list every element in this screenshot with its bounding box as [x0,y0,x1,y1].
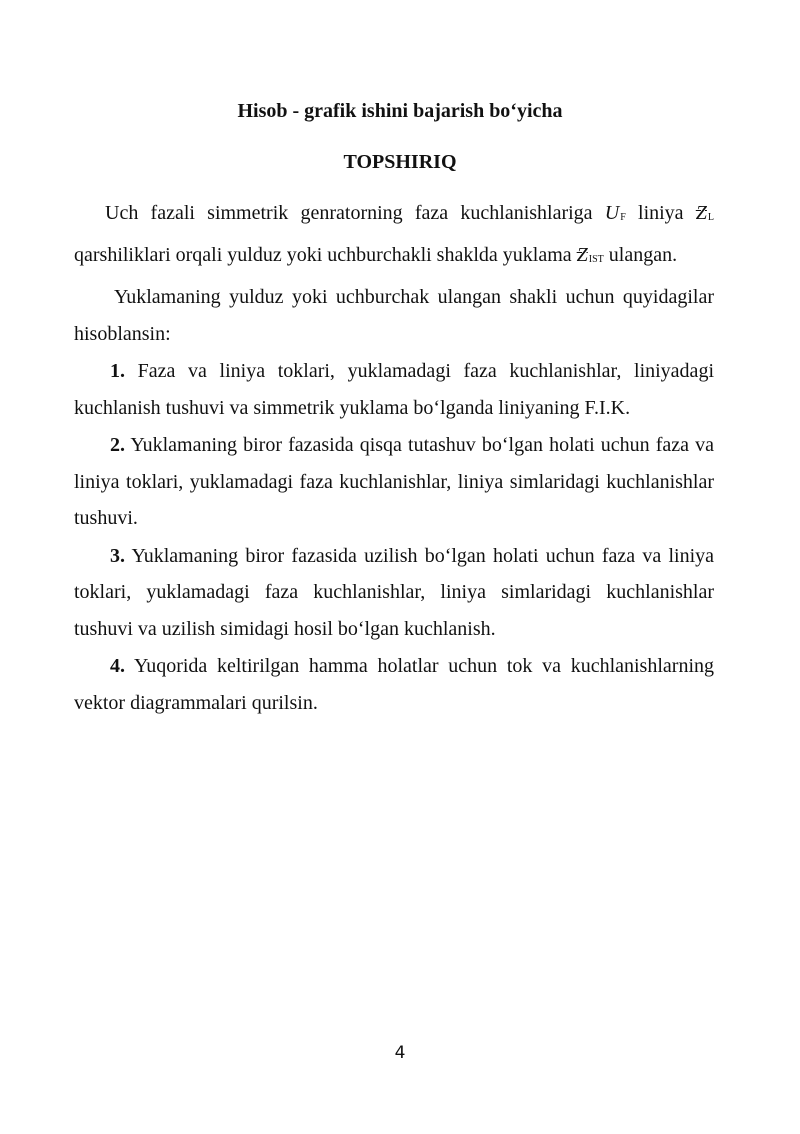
list-item [74,648,714,721]
symbol-zl-letter: Z [695,202,707,224]
list-item-number: 2. [110,434,125,456]
symbol-zist-subscript: IST [588,253,604,265]
symbol-zist [577,244,604,266]
intro-text-3: qarshiliklari orqali yulduz yoki uchburchakli shaklda yuklama [74,243,577,266]
lead-paragraph: Yuklamaning yulduz yoki uchburchak ulangan shakli uchun quyidagilar hisoblansin: [74,286,714,345]
intro-paragraph [74,195,714,278]
symbol-zist-letter: Z [576,243,588,266]
list-item [74,538,714,648]
intro-text-2: liniya [625,202,696,224]
intro-text-4: ulangan. [603,243,678,266]
symbol-uf [605,202,626,224]
symbol-zl [696,202,714,224]
document-subtitle: TOPSHIRIQ [343,151,457,173]
list-item-text: Yuklamaning biror fazasida qisqa tutashuv bo‘lgan holati uchun faza va liniya toklari, yuklamadagi faza kuchlanishlar, liniya simlaridagi kuchlanishlar tushuvi. [74,434,714,529]
list-item-text: Yuklamaning biror fazasida uzilish bo‘lgan holati uchun faza va liniya toklari, yuklamadagi faza kuchlanishlar, liniya simlaridagi kuchlanishlar tushuvi va uzilish simidagi hosil bo‘lgan kuchlanish. [74,544,714,640]
symbol-uf-letter: U [604,202,620,224]
symbol-uf-subscript: F [620,212,626,223]
list-item-number: 1. [110,360,125,382]
list-item [74,353,714,426]
list-item-text: Faza va liniya toklari, yuklamadagi faza kuchlanishlar, liniyadagi kuchlanish tushuvi va simmetrik yuklama bo‘lganda liniyaning F.I.K. [74,360,714,419]
document-title: Hisob - grafik ishini bajarish bo‘yicha [237,100,563,122]
symbol-zl-subscript: L [707,212,715,223]
list-item-number: 4. [110,655,125,677]
list-item-text: Yuqorida keltirilgan hamma holatlar uchun tok va kuchlanishlarning vektor diagrammalari qurilsin. [74,655,714,714]
list-item-number: 3. [110,544,125,567]
document-body [74,195,714,721]
page-number: 4 [394,1043,406,1063]
intro-text-1: Uch fazali simmetrik genratorning faza kuchlanishlariga [105,202,605,224]
list-item [74,427,714,537]
